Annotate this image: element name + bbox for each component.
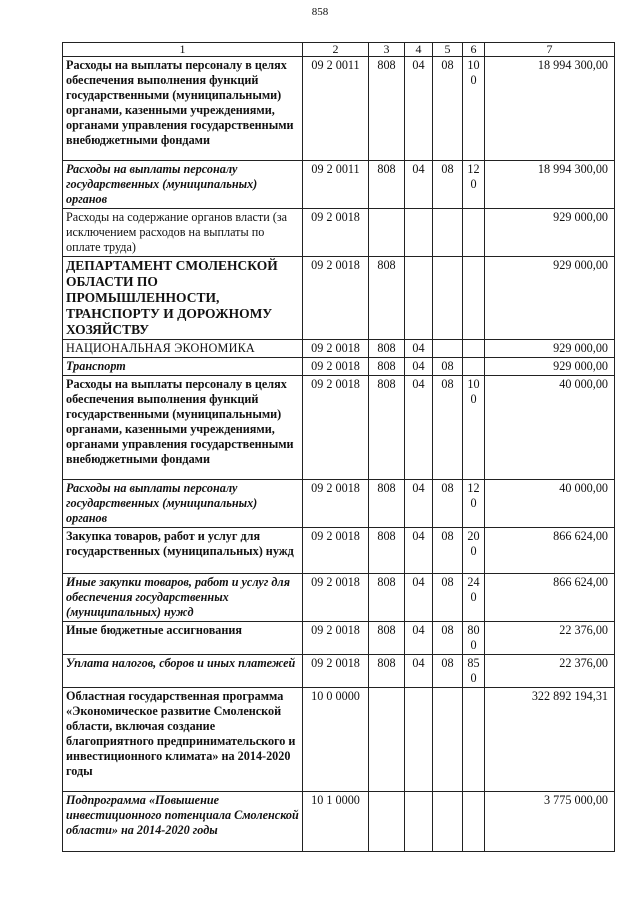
expense-type-code-part: 85 [467, 656, 480, 670]
row-amount: 40 000,00 [485, 376, 615, 480]
row-expense-type-code [463, 161, 485, 209]
expense-type-code-part: 0 [470, 671, 477, 685]
row-section-code [405, 257, 433, 340]
table-row [63, 57, 615, 161]
table-row [63, 161, 615, 209]
row-name: ДЕПАРТАМЕНТ СМОЛЕНСКОЙ ОБЛАСТИ ПО ПРОМЫШЛЕННОСТИ, ТРАНСПОРТУ И ДОРОЖНОМУ ХОЗЯЙСТВУ [63, 257, 303, 340]
row-amount: 18 994 300,00 [485, 161, 615, 209]
row-amount: 929 000,00 [485, 209, 615, 257]
expense-type-code-part: 80 [467, 623, 480, 637]
row-target-code: 09 2 0018 [303, 574, 369, 622]
row-target-code: 09 2 0018 [303, 358, 369, 376]
row-subsection-code: 08 [433, 358, 463, 376]
row-amount: 929 000,00 [485, 358, 615, 376]
expense-type-code-part: 0 [470, 638, 477, 652]
row-subsection-code [433, 688, 463, 792]
header-col-1: 1 [63, 43, 303, 57]
row-expense-type-code [463, 528, 485, 574]
row-expense-type-code [463, 340, 485, 358]
row-ministry-code: 808 [369, 358, 405, 376]
row-name: НАЦИОНАЛЬНАЯ ЭКОНОМИКА [63, 340, 303, 358]
table-row [63, 340, 615, 358]
row-name: Подпрограмма «Повышение инвестиционного потенциала Смоленской области» на 2014-2020 годы [63, 792, 303, 852]
table-row [63, 376, 615, 480]
row-subsection-code: 08 [433, 161, 463, 209]
row-target-code: 09 2 0018 [303, 528, 369, 574]
row-expense-type-code [463, 257, 485, 340]
row-target-code: 10 1 0000 [303, 792, 369, 852]
header-row [63, 43, 615, 57]
row-amount: 929 000,00 [485, 257, 615, 340]
row-subsection-code: 08 [433, 655, 463, 688]
row-section-code: 04 [405, 376, 433, 480]
row-section-code: 04 [405, 528, 433, 574]
header-col-7: 7 [485, 43, 615, 57]
table-row [63, 209, 615, 257]
expense-type-code-part: 0 [470, 73, 477, 87]
row-section-code: 04 [405, 57, 433, 161]
row-ministry-code [369, 792, 405, 852]
row-target-code: 10 0 0000 [303, 688, 369, 792]
header-col-6: 6 [463, 43, 485, 57]
header-col-5: 5 [433, 43, 463, 57]
row-section-code [405, 792, 433, 852]
row-subsection-code: 08 [433, 480, 463, 528]
row-ministry-code: 808 [369, 161, 405, 209]
expense-type-code-part: 0 [470, 590, 477, 604]
table-row [63, 792, 615, 852]
page-number: 858 [311, 6, 329, 18]
row-subsection-code [433, 792, 463, 852]
row-amount: 322 892 194,31 [485, 688, 615, 792]
row-amount: 3 775 000,00 [485, 792, 615, 852]
row-subsection-code [433, 209, 463, 257]
row-expense-type-code [463, 622, 485, 655]
row-target-code: 09 2 0018 [303, 655, 369, 688]
row-name: Расходы на выплаты персоналу в целях обеспечения выполнения функций государственными (муниципальными) органами, казенными учреждениями, органами управления государственными внебюджетными фондами [63, 57, 303, 161]
table-row [63, 480, 615, 528]
row-expense-type-code [463, 688, 485, 792]
table-row [63, 622, 615, 655]
row-ministry-code: 808 [369, 57, 405, 161]
row-subsection-code: 08 [433, 376, 463, 480]
row-target-code: 09 2 0018 [303, 209, 369, 257]
table-row [63, 574, 615, 622]
row-subsection-code [433, 257, 463, 340]
row-target-code: 09 2 0018 [303, 622, 369, 655]
row-ministry-code: 808 [369, 622, 405, 655]
row-expense-type-code [463, 655, 485, 688]
expense-type-code-part: 12 [467, 481, 480, 495]
expense-type-code-part: 0 [470, 496, 477, 510]
row-subsection-code: 08 [433, 57, 463, 161]
table-row [63, 688, 615, 792]
row-subsection-code: 08 [433, 622, 463, 655]
table-row [63, 528, 615, 574]
table-row [63, 358, 615, 376]
row-amount: 22 376,00 [485, 622, 615, 655]
expense-type-code-part: 0 [470, 177, 477, 191]
row-subsection-code: 08 [433, 528, 463, 574]
header-col-2: 2 [303, 43, 369, 57]
row-section-code: 04 [405, 622, 433, 655]
row-ministry-code: 808 [369, 257, 405, 340]
row-expense-type-code [463, 57, 485, 161]
row-target-code: 09 2 0011 [303, 57, 369, 161]
row-section-code: 04 [405, 480, 433, 528]
row-name: Иные закупки товаров, работ и услуг для обеспечения государственных (муниципальных) нужд [63, 574, 303, 622]
row-section-code: 04 [405, 574, 433, 622]
row-expense-type-code [463, 209, 485, 257]
row-expense-type-code [463, 792, 485, 852]
row-name: Расходы на выплаты персоналу в целях обеспечения выполнения функций государственными (муниципальными) органами, казенными учреждениями, органами управления государственными внебюджетными фондами [63, 376, 303, 480]
row-section-code [405, 209, 433, 257]
row-ministry-code: 808 [369, 340, 405, 358]
budget-table [62, 42, 615, 852]
row-amount: 929 000,00 [485, 340, 615, 358]
row-name: Расходы на содержание органов власти (за исключением расходов на выплаты по оплате труда) [63, 209, 303, 257]
expense-type-code-part: 10 [467, 377, 480, 391]
header-col-3: 3 [369, 43, 405, 57]
row-ministry-code: 808 [369, 376, 405, 480]
row-target-code: 09 2 0018 [303, 480, 369, 528]
row-target-code: 09 2 0018 [303, 340, 369, 358]
row-target-code: 09 2 0011 [303, 161, 369, 209]
row-subsection-code [433, 340, 463, 358]
row-name: Закупка товаров, работ и услуг для государственных (муниципальных) нужд [63, 528, 303, 574]
row-section-code: 04 [405, 340, 433, 358]
row-section-code: 04 [405, 161, 433, 209]
row-name: Расходы на выплаты персоналу государственных (муниципальных) органов [63, 161, 303, 209]
expense-type-code-part: 24 [467, 575, 480, 589]
row-target-code: 09 2 0018 [303, 257, 369, 340]
row-expense-type-code [463, 480, 485, 528]
row-section-code: 04 [405, 358, 433, 376]
row-name: Транспорт [63, 358, 303, 376]
row-ministry-code [369, 209, 405, 257]
row-section-code [405, 688, 433, 792]
row-section-code: 04 [405, 655, 433, 688]
table-row [63, 655, 615, 688]
row-amount: 22 376,00 [485, 655, 615, 688]
row-amount: 18 994 300,00 [485, 57, 615, 161]
row-subsection-code: 08 [433, 574, 463, 622]
row-expense-type-code [463, 358, 485, 376]
row-name: Уплата налогов, сборов и иных платежей [63, 655, 303, 688]
row-name: Областная государственная программа «Экономическое развитие Смоленской области, включая создание благоприятного предпринимательского и инвестиционного климата» на 2014-2020 годы [63, 688, 303, 792]
expense-type-code-part: 10 [467, 58, 480, 72]
expense-type-code-part: 20 [467, 529, 480, 543]
table-row [63, 257, 615, 340]
row-ministry-code: 808 [369, 574, 405, 622]
row-ministry-code [369, 688, 405, 792]
expense-type-code-part: 12 [467, 162, 480, 176]
row-ministry-code: 808 [369, 480, 405, 528]
row-amount: 866 624,00 [485, 528, 615, 574]
row-expense-type-code [463, 376, 485, 480]
header-col-4: 4 [405, 43, 433, 57]
row-name: Расходы на выплаты персоналу государственных (муниципальных) органов [63, 480, 303, 528]
row-ministry-code: 808 [369, 655, 405, 688]
row-expense-type-code [463, 574, 485, 622]
row-name: Иные бюджетные ассигнования [63, 622, 303, 655]
row-amount: 40 000,00 [485, 480, 615, 528]
row-amount: 866 624,00 [485, 574, 615, 622]
row-target-code: 09 2 0018 [303, 376, 369, 480]
row-ministry-code: 808 [369, 528, 405, 574]
expense-type-code-part: 0 [470, 392, 477, 406]
expense-type-code-part: 0 [470, 544, 477, 558]
